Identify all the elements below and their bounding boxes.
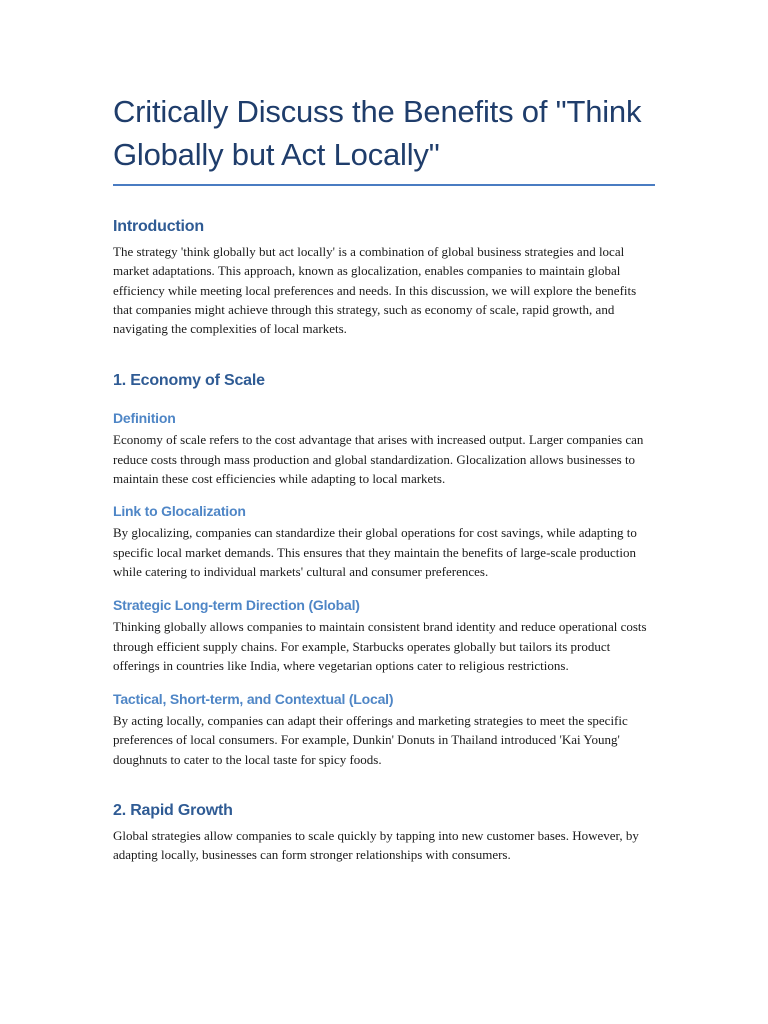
- title-underline: [113, 184, 655, 186]
- tactical-local-subheading: Tactical, Short-term, and Contextual (Local): [113, 691, 394, 708]
- definition-subheading: Definition: [113, 410, 176, 427]
- rapid-growth-heading: 2. Rapid Growth: [113, 802, 233, 820]
- definition-paragraph: Economy of scale refers to the cost advantage that arises with increased output. Larger companies can reduce costs through mass production and global standardization. Glocalization allows businesses to maintain these cost efficiencies while adapting to local markets.: [113, 432, 644, 487]
- tactical-local-paragraph: By acting locally, companies can adapt their offerings and marketing strategies to meet the specific preferences of local consumers. For example, Dunkin' Donuts in Thailand introduced 'Kai Young' doughnuts to cater to the local taste for spicy foods.: [113, 713, 628, 767]
- strategic-direction-subheading: Strategic Long-term Direction (Global): [113, 597, 360, 614]
- document-title: Critically Discuss the Benefits of "Think Globally but Act Locally": [113, 94, 642, 172]
- intro-paragraph: The strategy 'think globally but act locally' is a combination of global business strategies and local market adaptations. This approach, known as glocalization, enables companies to maintain global efficiency while meeting local preferences and needs. In this discussion, we will explore the benefits that companies might achieve through this strategy, such as economy of scale, rapid growth, and navigating the complexities of local markets.: [113, 244, 637, 337]
- strategic-direction-paragraph: Thinking globally allows companies to maintain consistent brand identity and reduce operational costs through efficient supply chains. For example, Starbucks operates globally but tailors its product offerings in countries like India, where vegetarian options cater to religious restrictions.: [113, 619, 647, 673]
- link-to-glocalization-paragraph: By glocalizing, companies can standardize their global operations for cost savings, while adapting to specific local market demands. This ensures that they maintain the benefits of large-scale production while catering to individual markets' cultural and consumer preferences.: [113, 525, 637, 579]
- economy-of-scale-heading: 1. Economy of Scale: [113, 372, 265, 390]
- document-content: [113, 90, 655, 865]
- intro-heading: Introduction: [113, 218, 204, 235]
- rapid-growth-paragraph: Global strategies allow companies to scale quickly by tapping into new customer bases. However, by adapting locally, businesses can form stronger relationships with consumers.: [113, 828, 639, 863]
- link-to-glocalization-subheading: Link to Glocalization: [113, 503, 246, 520]
